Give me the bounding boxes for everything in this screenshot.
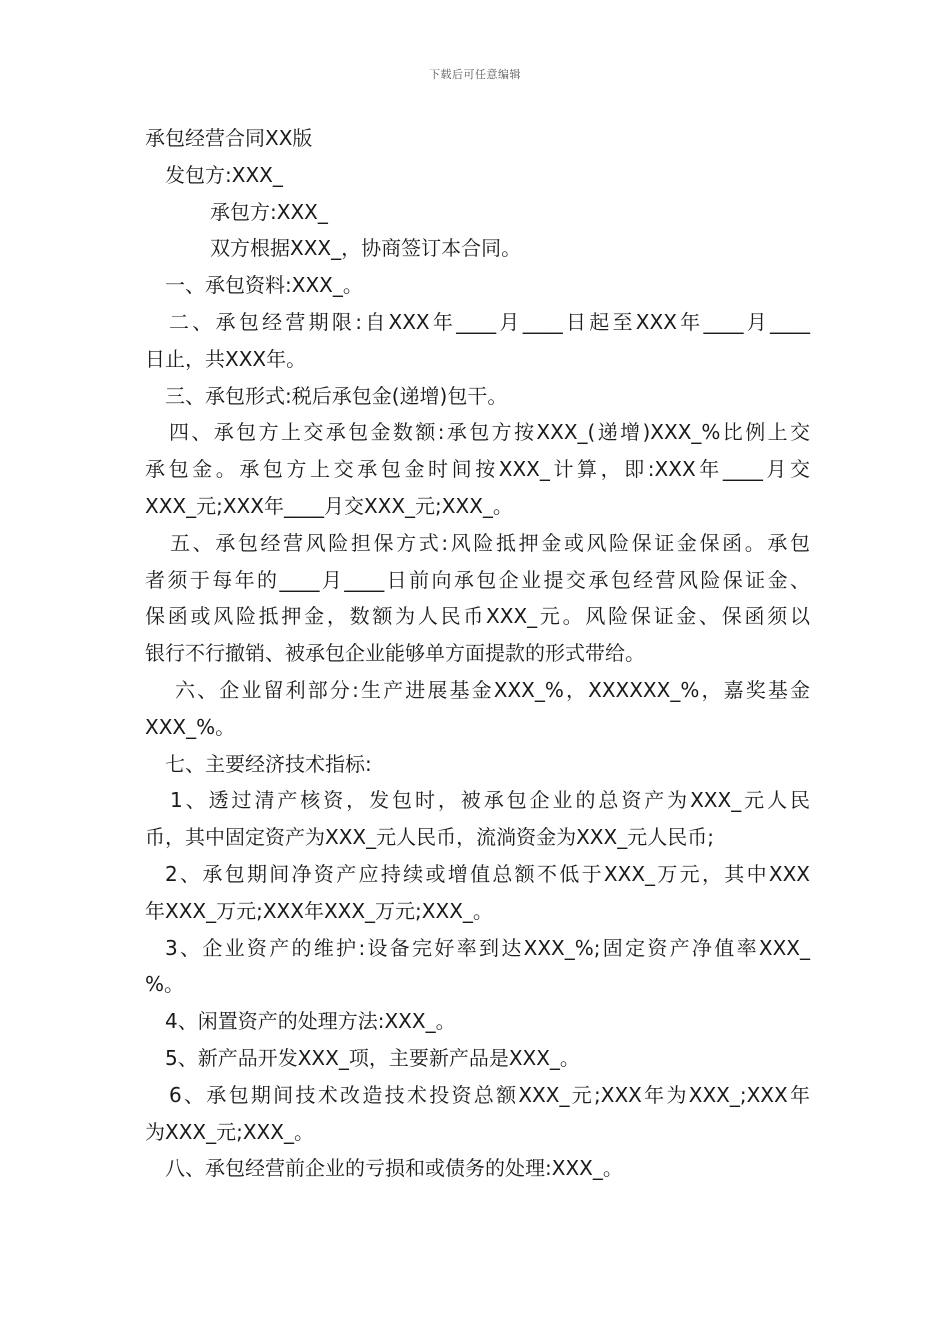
clause-8: 八、承包经营前企业的亏损和或债务的处理:XXX_。: [165, 1156, 623, 1181]
clause-7-item-4: 4、闲置资产的处理方法:XXX_。: [165, 1009, 456, 1034]
clause-7-item-1-line-2: 币，其中固定资产为XXX_元人民币，流淌资金为XXX_元人民币;: [145, 825, 714, 850]
clause-4-line-2: 承包金。承包方上交承包金时间按XXX_计算，即:XXX年____月交: [145, 457, 810, 482]
clause-1: 一、承包资料:XXX_。: [165, 273, 363, 298]
clause-4-line-1: 四、承包方上交承包金数额:承包方按XXX_(递增)XXX_%比例上交: [169, 420, 810, 445]
clause-5-line-1: 五、承包经营风险担保方式:风险抵押金或风险保证金保函。承包: [170, 530, 810, 555]
clause-5-line-2: 者须于每年的____月____日前向承包企业提交承包经营风险保证金、: [145, 567, 810, 592]
agreement-basis-line: 双方根据XXX_，协商签订本合同。: [210, 236, 522, 261]
clause-6-line-1: 六、企业留利部分:生产进展基金XXX_%，XXXXXX_%，嘉奖基金: [175, 677, 810, 702]
clause-7-item-3-line-2: %。: [145, 972, 185, 997]
clause-2-line-2: 日止，共XXX年。: [145, 346, 307, 371]
contract-body: [145, 120, 810, 1187]
clause-7-item-2-line-1: 2、承包期间净资产应持续或增值总额不低于XXX_万元，其中XXX: [165, 861, 810, 886]
clause-3: 三、承包形式:税后承包金(递增)包干。: [165, 383, 508, 408]
clause-7-item-1-line-1: 1、透过清产核资，发包时，被承包企业的总资产为XXX_元人民: [170, 788, 810, 813]
clause-6-line-2: XXX_%。: [145, 714, 236, 739]
page-header-note: 下载后可任意编辑: [429, 68, 521, 81]
clause-7-item-5: 5、新产品开发XXX_项，主要新产品是XXX_。: [165, 1045, 580, 1070]
clause-7-item-6-line-2: 为XXX_元;XXX_。: [145, 1119, 314, 1144]
clause-7-item-3-line-1: 3、企业资产的维护:设备完好率到达XXX_%;固定资产净值率XXX_: [165, 935, 810, 960]
clause-7-item-6-line-1: 6、承包期间技术改造技术投资总额XXX_元;XXX年为XXX_;XXX年: [169, 1082, 810, 1107]
party-b-line: 承包方:XXX_: [210, 199, 328, 224]
clause-2-line-1: 二、承包经营期限:自XXX年____月____日起至XXX年____月____: [169, 309, 810, 334]
party-a-line: 发包方:XXX_: [165, 162, 283, 187]
clause-5-line-4: 银行不行撤销、被承包企业能够单方面提款的形式带给。: [145, 641, 645, 666]
clause-7-item-2-line-2: 年XXX_万元;XXX年XXX_万元;XXX_。: [145, 898, 493, 923]
clause-5-line-3: 保函或风险抵押金，数额为人民币XXX_元。风险保证金、保函须以: [145, 604, 810, 629]
document-title: 承包经营合同XX版: [145, 126, 313, 150]
clause-7-heading: 七、主要经济技术指标:: [165, 751, 372, 776]
clause-4-line-3: XXX_元;XXX年____月交XXX_元;XXX_。: [145, 493, 513, 518]
